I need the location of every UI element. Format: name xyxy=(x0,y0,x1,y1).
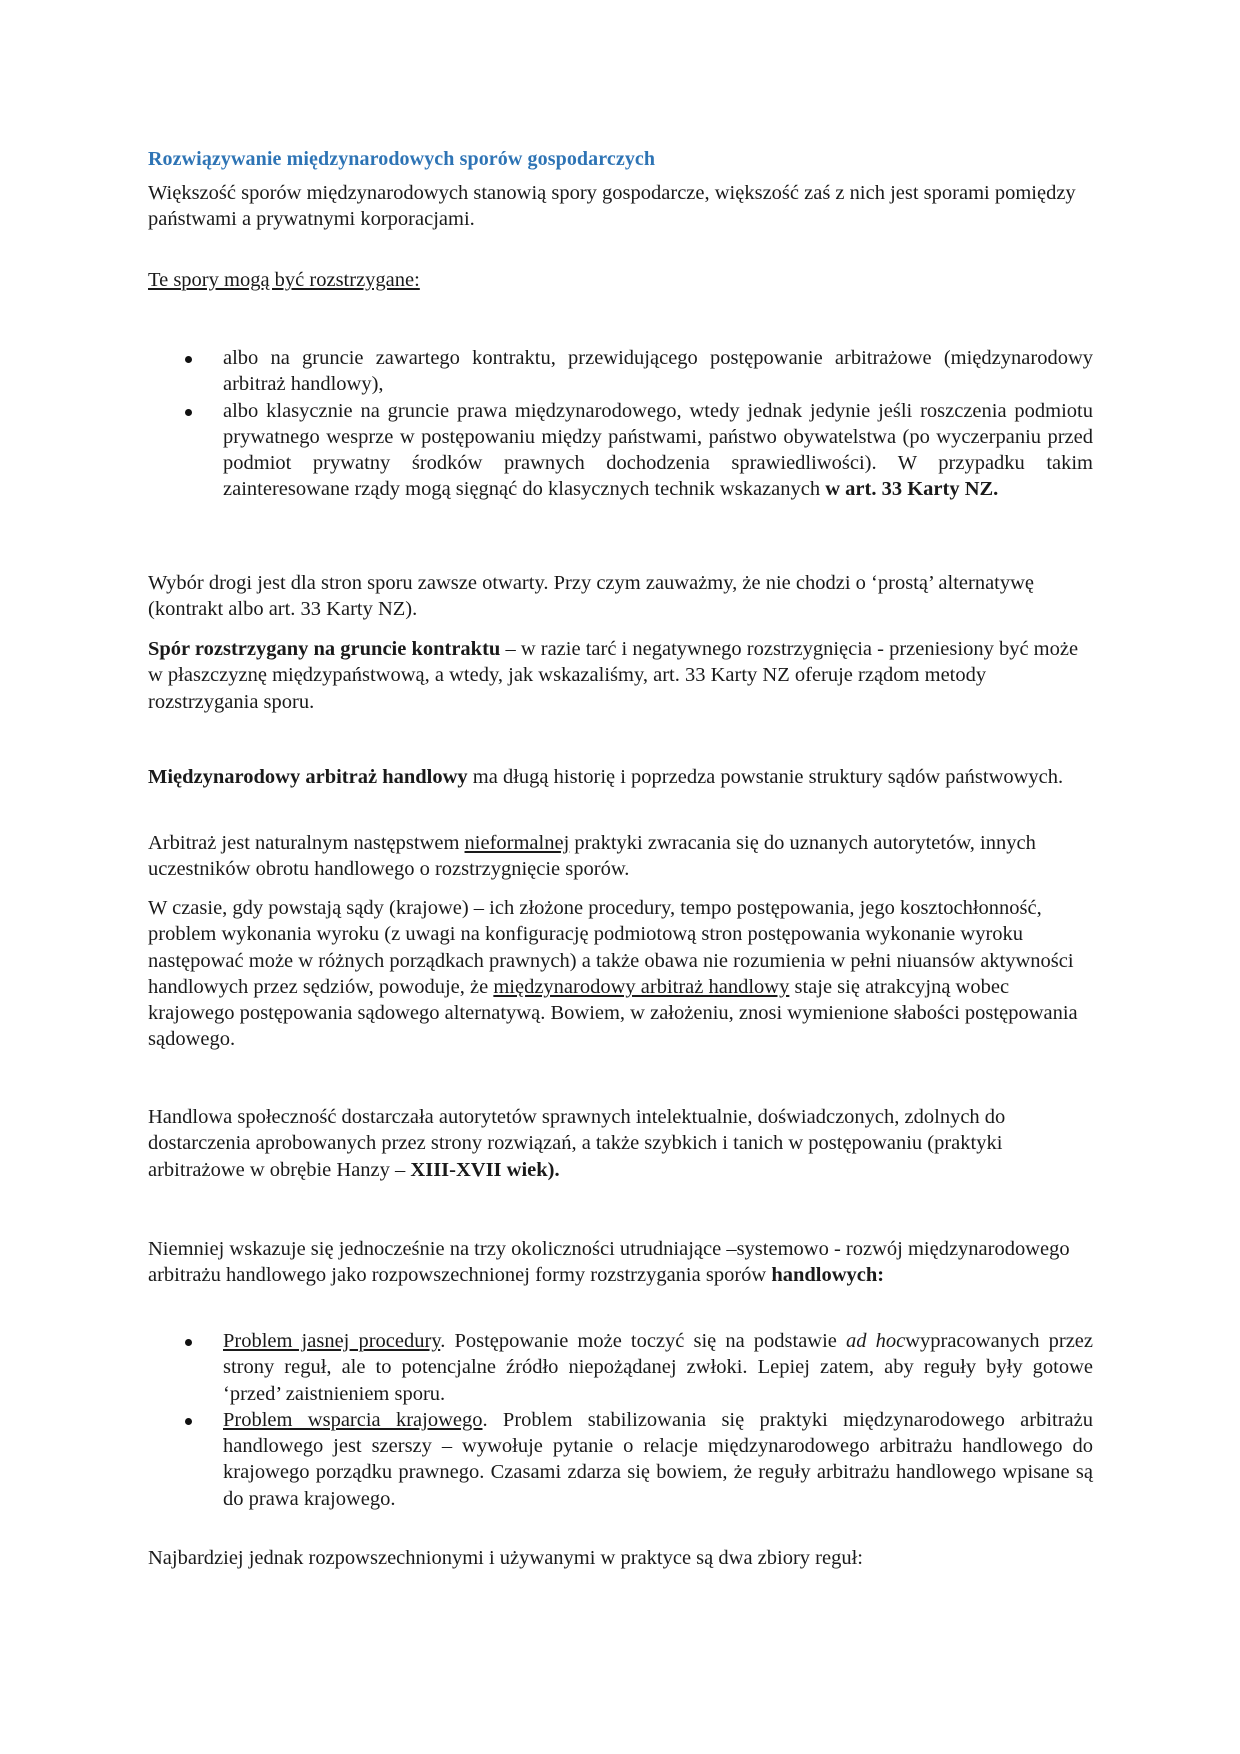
bullet-icon xyxy=(185,1418,192,1425)
contract-paragraph: Spór rozstrzygany na gruncie kontraktu – w razie tarć i negatywnego rozstrzygnięcia - przeniesiony być może w płaszczyznę międzypaństwową, a wtedy, jak wskazaliśmy, art. 33 Karty NZ oferuje rządom metody rozstrzygania sporu. xyxy=(148,638,1079,713)
document-title: Rozwiązywanie międzynarodowych sporów gospodarczych xyxy=(148,148,656,170)
list-item: Problem jasnej procedury. Postępowanie może toczyć się na podstawie ad hocwypracowanych przez strony reguł, ale to potencjalne źródło niepożądanej zwłoki. Lepiej zatem, aby reguły były gotowe ‘przed’ zaistnieniem sporu. xyxy=(148,1328,1093,1407)
hanza-paragraph: Handlowa społeczność dostarczała autorytetów sprawnych intelektualnie, doświadczonych, zdolnych do dostarczenia aprobowanych przez strony rozwiązań, a także szybkich i tanich w postępowaniu (praktyki arbitrażowe w obrębie Hanzy – XIII-XVII wiek). xyxy=(148,1106,1006,1181)
bullet-icon xyxy=(185,356,192,363)
list-item: albo klasycznie na gruncie prawa międzynarodowego, wtedy jednak jedynie jeśli roszczenia podmiotu prywatnego wesprze w postępowaniu między państwami, państwo obywatelstwa (po wyczerpaniu przed podmiot prywatny środków prawnych dochodzenia sprawiedliwości). W przypadku takim zainteresowane rządy mogą sięgnąć do klasycznych technik wskazanych w art. 33 Karty NZ. xyxy=(148,398,1093,503)
choice-paragraph: Wybór drogi jest dla stron sporu zawsze otwarty. Przy czym zauważmy, że nie chodzi o ‘prostą’ alternatywę (kontrakt albo art. 33 Karty NZ). xyxy=(148,572,1035,621)
natural-paragraph: Arbitraż jest naturalnym następstwem nieformalnej praktyki zwracania się do uznanych autorytetów, innych uczestników obrotu handlowego o rozstrzygnięcie sporów. xyxy=(148,832,1036,881)
arbitration-paragraph: Międzynarodowy arbitraż handlowy ma długą historię i poprzedza powstanie struktury sądów państwowych. xyxy=(148,766,1064,788)
resolution-list xyxy=(148,345,1093,503)
final-paragraph: Najbardziej jednak rozpowszechnionymi i używanymi w praktyce są dwa zbiory reguł: xyxy=(148,1547,863,1569)
bullet-icon xyxy=(185,409,192,416)
resolution-heading: Te spory mogą być rozstrzygane: xyxy=(148,269,420,291)
intro-paragraph: Większość sporów międzynarodowych stanowią spory gospodarcze, większość zaś z nich jest sporami pomiędzy państwami a prywatnymi korporacjami. xyxy=(148,182,1076,231)
obstacles-list xyxy=(148,1328,1093,1512)
bullet-icon xyxy=(185,1339,192,1346)
list-item: Problem wsparcia krajowego. Problem stabilizowania się praktyki międzynarodowego arbitrażu handlowego jest szerszy – wywołuje pytanie o relacje międzynarodowego arbitrażu handlowego do krajowego porządku prawnego. Czasami zdarza się bowiem, że reguły arbitrażu handlowego wpisane są do prawa krajowego. xyxy=(148,1407,1093,1512)
list-item: albo na gruncie zawartego kontraktu, przewidującego postępowanie arbitrażowe (międzynarodowy arbitraż handlowy), xyxy=(148,345,1093,398)
courts-paragraph: W czasie, gdy powstają sądy (krajowe) – ich złożone procedury, tempo postępowania, jego kosztochłonność, problem wykonania wyroku (z uwagi na konfigurację podmiotową stron postępowania wykonanie wyroku następować może w różnych porządkach prawnych) a także obawa nie rozumienia w pełni niuansów aktywności handlowych przez sędziów, powoduje, że międzynarodowy arbitraż handlowy staje się atrakcyjną wobec krajowego postępowania sądowego alternatywą. Bowiem, w założeniu, znosi wymienione słabości postępowania sądowego. xyxy=(148,897,1078,1051)
obstacles-paragraph: Niemniej wskazuje się jednocześnie na trzy okoliczności utrudniające –systemowo - rozwój międzynarodowego arbitrażu handlowego jako rozpowszechnionej formy rozstrzygania sporów handlowych: xyxy=(148,1238,1070,1287)
